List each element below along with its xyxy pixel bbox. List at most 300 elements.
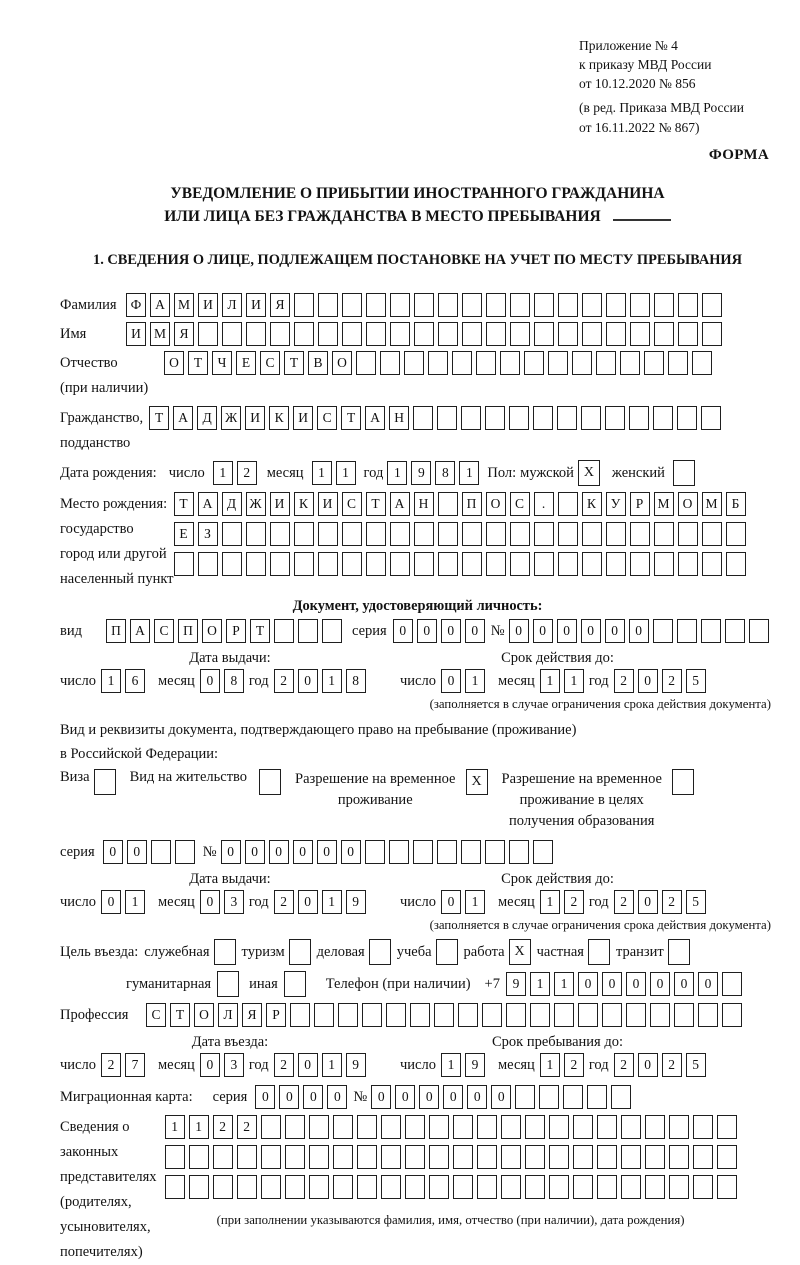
char-cell[interactable]: С bbox=[154, 619, 174, 643]
char-cell[interactable]: 1 bbox=[322, 669, 342, 693]
char-cell[interactable] bbox=[357, 1145, 377, 1169]
char-cell[interactable] bbox=[645, 1115, 665, 1139]
char-cell[interactable] bbox=[726, 522, 746, 546]
char-cell[interactable]: Е bbox=[174, 522, 194, 546]
char-cell[interactable] bbox=[314, 1003, 334, 1027]
char-cell[interactable]: Ф bbox=[126, 293, 146, 317]
char-cell[interactable]: 1 bbox=[540, 669, 560, 693]
char-cell[interactable] bbox=[606, 522, 626, 546]
char-cell[interactable] bbox=[413, 406, 433, 430]
char-cell[interactable] bbox=[702, 293, 722, 317]
char-cell[interactable]: 0 bbox=[441, 890, 461, 914]
char-cell[interactable]: 8 bbox=[435, 461, 455, 485]
char-cell[interactable]: 0 bbox=[605, 619, 625, 643]
temp-residence-checkbox[interactable]: X bbox=[466, 769, 488, 795]
char-cell[interactable] bbox=[270, 322, 290, 346]
char-cell[interactable] bbox=[246, 552, 266, 576]
char-cell[interactable]: В bbox=[308, 351, 328, 375]
char-cell[interactable]: 0 bbox=[200, 669, 220, 693]
char-cell[interactable] bbox=[677, 619, 697, 643]
char-cell[interactable]: Т bbox=[149, 406, 169, 430]
char-cell[interactable] bbox=[453, 1115, 473, 1139]
char-cell[interactable] bbox=[717, 1145, 737, 1169]
char-cell[interactable]: 0 bbox=[341, 840, 361, 864]
char-cell[interactable] bbox=[645, 1145, 665, 1169]
char-cell[interactable] bbox=[573, 1175, 593, 1199]
char-cell[interactable] bbox=[582, 293, 602, 317]
char-cell[interactable]: С bbox=[260, 351, 280, 375]
char-cell[interactable] bbox=[322, 619, 342, 643]
char-cell[interactable] bbox=[597, 1115, 617, 1139]
char-cell[interactable] bbox=[486, 552, 506, 576]
char-cell[interactable]: 1 bbox=[465, 890, 485, 914]
char-cell[interactable] bbox=[365, 840, 385, 864]
char-cell[interactable] bbox=[477, 1145, 497, 1169]
char-cell[interactable] bbox=[654, 522, 674, 546]
purpose-work-checkbox[interactable]: X bbox=[509, 939, 531, 965]
char-cell[interactable] bbox=[294, 293, 314, 317]
char-cell[interactable] bbox=[429, 1175, 449, 1199]
char-cell[interactable]: 0 bbox=[557, 619, 577, 643]
char-cell[interactable] bbox=[485, 406, 505, 430]
char-cell[interactable] bbox=[246, 322, 266, 346]
char-cell[interactable] bbox=[462, 322, 482, 346]
char-cell[interactable] bbox=[645, 1175, 665, 1199]
char-cell[interactable] bbox=[414, 293, 434, 317]
char-cell[interactable] bbox=[525, 1145, 545, 1169]
char-cell[interactable]: Р bbox=[266, 1003, 286, 1027]
char-cell[interactable]: 0 bbox=[441, 669, 461, 693]
char-cell[interactable] bbox=[678, 293, 698, 317]
char-cell[interactable]: 1 bbox=[459, 461, 479, 485]
char-cell[interactable] bbox=[362, 1003, 382, 1027]
char-cell[interactable]: 2 bbox=[237, 1115, 257, 1139]
char-cell[interactable]: К bbox=[269, 406, 289, 430]
char-cell[interactable] bbox=[380, 351, 400, 375]
char-cell[interactable] bbox=[653, 619, 673, 643]
char-cell[interactable] bbox=[366, 322, 386, 346]
char-cell[interactable] bbox=[290, 1003, 310, 1027]
char-cell[interactable]: 2 bbox=[274, 669, 294, 693]
char-cell[interactable] bbox=[606, 322, 626, 346]
char-cell[interactable]: О bbox=[332, 351, 352, 375]
char-cell[interactable] bbox=[381, 1175, 401, 1199]
char-cell[interactable] bbox=[222, 552, 242, 576]
char-cell[interactable] bbox=[620, 351, 640, 375]
char-cell[interactable] bbox=[674, 1003, 694, 1027]
char-cell[interactable] bbox=[668, 351, 688, 375]
char-cell[interactable] bbox=[669, 1115, 689, 1139]
char-cell[interactable] bbox=[405, 1175, 425, 1199]
char-cell[interactable] bbox=[482, 1003, 502, 1027]
char-cell[interactable]: 1 bbox=[540, 890, 560, 914]
char-cell[interactable] bbox=[650, 1003, 670, 1027]
char-cell[interactable] bbox=[515, 1085, 535, 1109]
char-cell[interactable]: 1 bbox=[125, 890, 145, 914]
char-cell[interactable] bbox=[572, 351, 592, 375]
char-cell[interactable] bbox=[318, 293, 338, 317]
char-cell[interactable]: Т bbox=[174, 492, 194, 516]
char-cell[interactable]: 1 bbox=[465, 669, 485, 693]
char-cell[interactable] bbox=[485, 840, 505, 864]
char-cell[interactable] bbox=[722, 1003, 742, 1027]
char-cell[interactable] bbox=[557, 406, 577, 430]
char-cell[interactable]: 0 bbox=[638, 669, 658, 693]
char-cell[interactable] bbox=[414, 552, 434, 576]
char-cell[interactable]: Ж bbox=[246, 492, 266, 516]
char-cell[interactable] bbox=[486, 322, 506, 346]
char-cell[interactable]: 1 bbox=[554, 972, 574, 996]
char-cell[interactable]: О bbox=[678, 492, 698, 516]
purpose-humanitarian-checkbox[interactable] bbox=[217, 971, 239, 997]
char-cell[interactable]: 0 bbox=[279, 1085, 299, 1109]
char-cell[interactable]: К bbox=[294, 492, 314, 516]
char-cell[interactable]: 3 bbox=[224, 890, 244, 914]
char-cell[interactable]: Я bbox=[174, 322, 194, 346]
char-cell[interactable] bbox=[437, 840, 457, 864]
char-cell[interactable] bbox=[525, 1175, 545, 1199]
char-cell[interactable]: 0 bbox=[101, 890, 121, 914]
char-cell[interactable] bbox=[438, 492, 458, 516]
char-cell[interactable]: М bbox=[702, 492, 722, 516]
char-cell[interactable] bbox=[222, 522, 242, 546]
visa-checkbox[interactable] bbox=[94, 769, 116, 795]
char-cell[interactable] bbox=[510, 522, 530, 546]
char-cell[interactable] bbox=[390, 552, 410, 576]
char-cell[interactable] bbox=[477, 1175, 497, 1199]
char-cell[interactable]: П bbox=[178, 619, 198, 643]
char-cell[interactable]: С bbox=[510, 492, 530, 516]
char-cell[interactable] bbox=[549, 1145, 569, 1169]
char-cell[interactable] bbox=[318, 552, 338, 576]
char-cell[interactable] bbox=[309, 1175, 329, 1199]
char-cell[interactable] bbox=[510, 322, 530, 346]
gender-male-checkbox[interactable]: X bbox=[578, 460, 600, 486]
char-cell[interactable] bbox=[342, 322, 362, 346]
char-cell[interactable]: С bbox=[317, 406, 337, 430]
char-cell[interactable] bbox=[165, 1175, 185, 1199]
char-cell[interactable] bbox=[533, 406, 553, 430]
char-cell[interactable]: 0 bbox=[395, 1085, 415, 1109]
char-cell[interactable]: Т bbox=[341, 406, 361, 430]
char-cell[interactable] bbox=[578, 1003, 598, 1027]
char-cell[interactable]: 0 bbox=[303, 1085, 323, 1109]
char-cell[interactable] bbox=[404, 351, 424, 375]
char-cell[interactable] bbox=[462, 552, 482, 576]
char-cell[interactable]: 0 bbox=[298, 890, 318, 914]
char-cell[interactable] bbox=[453, 1175, 473, 1199]
char-cell[interactable]: 0 bbox=[327, 1085, 347, 1109]
char-cell[interactable] bbox=[717, 1115, 737, 1139]
char-cell[interactable] bbox=[342, 293, 362, 317]
char-cell[interactable] bbox=[285, 1145, 305, 1169]
char-cell[interactable] bbox=[698, 1003, 718, 1027]
char-cell[interactable] bbox=[261, 1115, 281, 1139]
char-cell[interactable]: 2 bbox=[564, 890, 584, 914]
char-cell[interactable] bbox=[701, 619, 721, 643]
char-cell[interactable]: 5 bbox=[686, 1053, 706, 1077]
char-cell[interactable] bbox=[366, 552, 386, 576]
char-cell[interactable] bbox=[294, 552, 314, 576]
char-cell[interactable] bbox=[274, 619, 294, 643]
char-cell[interactable]: 1 bbox=[530, 972, 550, 996]
char-cell[interactable]: И bbox=[318, 492, 338, 516]
char-cell[interactable] bbox=[414, 322, 434, 346]
char-cell[interactable] bbox=[366, 293, 386, 317]
char-cell[interactable] bbox=[605, 406, 625, 430]
char-cell[interactable] bbox=[524, 351, 544, 375]
char-cell[interactable] bbox=[549, 1175, 569, 1199]
char-cell[interactable]: 2 bbox=[662, 890, 682, 914]
char-cell[interactable] bbox=[654, 552, 674, 576]
char-cell[interactable]: И bbox=[246, 293, 266, 317]
char-cell[interactable]: Т bbox=[284, 351, 304, 375]
char-cell[interactable]: Л bbox=[218, 1003, 238, 1027]
char-cell[interactable]: 0 bbox=[393, 619, 413, 643]
char-cell[interactable] bbox=[151, 840, 171, 864]
char-cell[interactable] bbox=[270, 522, 290, 546]
char-cell[interactable] bbox=[405, 1145, 425, 1169]
char-cell[interactable] bbox=[611, 1085, 631, 1109]
char-cell[interactable]: Н bbox=[389, 406, 409, 430]
char-cell[interactable] bbox=[558, 492, 578, 516]
char-cell[interactable]: 2 bbox=[274, 890, 294, 914]
char-cell[interactable] bbox=[717, 1175, 737, 1199]
char-cell[interactable] bbox=[621, 1175, 641, 1199]
char-cell[interactable] bbox=[510, 552, 530, 576]
char-cell[interactable]: И bbox=[126, 322, 146, 346]
char-cell[interactable] bbox=[333, 1175, 353, 1199]
char-cell[interactable] bbox=[621, 1145, 641, 1169]
char-cell[interactable]: 0 bbox=[467, 1085, 487, 1109]
char-cell[interactable]: 2 bbox=[614, 890, 634, 914]
char-cell[interactable] bbox=[437, 406, 457, 430]
char-cell[interactable] bbox=[587, 1085, 607, 1109]
char-cell[interactable]: М bbox=[174, 293, 194, 317]
char-cell[interactable]: 0 bbox=[419, 1085, 439, 1109]
char-cell[interactable]: 0 bbox=[626, 972, 646, 996]
char-cell[interactable] bbox=[438, 552, 458, 576]
char-cell[interactable]: Д bbox=[222, 492, 242, 516]
char-cell[interactable] bbox=[434, 1003, 454, 1027]
char-cell[interactable] bbox=[548, 351, 568, 375]
char-cell[interactable]: Н bbox=[414, 492, 434, 516]
char-cell[interactable] bbox=[165, 1145, 185, 1169]
char-cell[interactable] bbox=[534, 522, 554, 546]
char-cell[interactable]: 2 bbox=[614, 669, 634, 693]
char-cell[interactable]: 0 bbox=[533, 619, 553, 643]
char-cell[interactable]: 0 bbox=[417, 619, 437, 643]
char-cell[interactable] bbox=[654, 293, 674, 317]
char-cell[interactable] bbox=[261, 1175, 281, 1199]
char-cell[interactable]: 9 bbox=[346, 1053, 366, 1077]
char-cell[interactable]: 1 bbox=[387, 461, 407, 485]
char-cell[interactable] bbox=[626, 1003, 646, 1027]
char-cell[interactable] bbox=[549, 1115, 569, 1139]
char-cell[interactable]: 0 bbox=[629, 619, 649, 643]
char-cell[interactable] bbox=[677, 406, 697, 430]
char-cell[interactable]: Я bbox=[242, 1003, 262, 1027]
char-cell[interactable]: 6 bbox=[125, 669, 145, 693]
char-cell[interactable] bbox=[338, 1003, 358, 1027]
char-cell[interactable] bbox=[405, 1115, 425, 1139]
char-cell[interactable] bbox=[237, 1175, 257, 1199]
char-cell[interactable] bbox=[438, 522, 458, 546]
char-cell[interactable] bbox=[582, 552, 602, 576]
char-cell[interactable]: 0 bbox=[698, 972, 718, 996]
char-cell[interactable] bbox=[198, 322, 218, 346]
char-cell[interactable]: 1 bbox=[165, 1115, 185, 1139]
char-cell[interactable] bbox=[558, 522, 578, 546]
char-cell[interactable]: 1 bbox=[213, 461, 233, 485]
char-cell[interactable]: 2 bbox=[274, 1053, 294, 1077]
char-cell[interactable]: Т bbox=[366, 492, 386, 516]
char-cell[interactable]: 0 bbox=[298, 1053, 318, 1077]
char-cell[interactable] bbox=[554, 1003, 574, 1027]
char-cell[interactable] bbox=[453, 1145, 473, 1169]
char-cell[interactable]: А bbox=[130, 619, 150, 643]
char-cell[interactable]: Д bbox=[197, 406, 217, 430]
char-cell[interactable] bbox=[366, 522, 386, 546]
char-cell[interactable] bbox=[477, 1115, 497, 1139]
char-cell[interactable] bbox=[582, 322, 602, 346]
char-cell[interactable] bbox=[630, 293, 650, 317]
char-cell[interactable] bbox=[486, 293, 506, 317]
char-cell[interactable] bbox=[381, 1145, 401, 1169]
char-cell[interactable]: 1 bbox=[322, 890, 342, 914]
char-cell[interactable]: 0 bbox=[674, 972, 694, 996]
char-cell[interactable] bbox=[509, 840, 529, 864]
char-cell[interactable] bbox=[701, 406, 721, 430]
char-cell[interactable]: 9 bbox=[346, 890, 366, 914]
char-cell[interactable] bbox=[189, 1145, 209, 1169]
char-cell[interactable] bbox=[678, 522, 698, 546]
char-cell[interactable] bbox=[429, 1145, 449, 1169]
char-cell[interactable]: 0 bbox=[200, 1053, 220, 1077]
char-cell[interactable] bbox=[510, 293, 530, 317]
char-cell[interactable] bbox=[678, 322, 698, 346]
char-cell[interactable] bbox=[573, 1145, 593, 1169]
char-cell[interactable] bbox=[294, 322, 314, 346]
char-cell[interactable]: Л bbox=[222, 293, 242, 317]
char-cell[interactable] bbox=[558, 322, 578, 346]
char-cell[interactable]: И bbox=[245, 406, 265, 430]
char-cell[interactable]: З bbox=[198, 522, 218, 546]
char-cell[interactable] bbox=[702, 322, 722, 346]
char-cell[interactable]: 2 bbox=[101, 1053, 121, 1077]
gender-female-checkbox[interactable] bbox=[673, 460, 695, 486]
char-cell[interactable]: 0 bbox=[443, 1085, 463, 1109]
char-cell[interactable] bbox=[501, 1175, 521, 1199]
char-cell[interactable] bbox=[558, 552, 578, 576]
char-cell[interactable] bbox=[461, 840, 481, 864]
char-cell[interactable]: А bbox=[365, 406, 385, 430]
char-cell[interactable] bbox=[390, 322, 410, 346]
char-cell[interactable] bbox=[381, 1115, 401, 1139]
char-cell[interactable]: 9 bbox=[411, 461, 431, 485]
char-cell[interactable] bbox=[654, 322, 674, 346]
char-cell[interactable] bbox=[414, 522, 434, 546]
char-cell[interactable] bbox=[318, 322, 338, 346]
char-cell[interactable] bbox=[261, 1145, 281, 1169]
char-cell[interactable]: 0 bbox=[578, 972, 598, 996]
purpose-other-checkbox[interactable] bbox=[284, 971, 306, 997]
char-cell[interactable] bbox=[462, 293, 482, 317]
char-cell[interactable] bbox=[693, 1175, 713, 1199]
char-cell[interactable] bbox=[461, 406, 481, 430]
char-cell[interactable] bbox=[534, 322, 554, 346]
char-cell[interactable] bbox=[501, 1145, 521, 1169]
char-cell[interactable]: А bbox=[150, 293, 170, 317]
char-cell[interactable] bbox=[749, 619, 769, 643]
char-cell[interactable]: П bbox=[106, 619, 126, 643]
char-cell[interactable]: 2 bbox=[614, 1053, 634, 1077]
char-cell[interactable]: 1 bbox=[101, 669, 121, 693]
char-cell[interactable]: 8 bbox=[224, 669, 244, 693]
purpose-official-checkbox[interactable] bbox=[214, 939, 236, 965]
char-cell[interactable] bbox=[597, 1175, 617, 1199]
char-cell[interactable]: А bbox=[173, 406, 193, 430]
char-cell[interactable]: 0 bbox=[255, 1085, 275, 1109]
char-cell[interactable] bbox=[458, 1003, 478, 1027]
char-cell[interactable]: П bbox=[462, 492, 482, 516]
char-cell[interactable] bbox=[438, 293, 458, 317]
char-cell[interactable]: И bbox=[293, 406, 313, 430]
char-cell[interactable]: 1 bbox=[336, 461, 356, 485]
char-cell[interactable] bbox=[356, 351, 376, 375]
char-cell[interactable] bbox=[462, 522, 482, 546]
char-cell[interactable] bbox=[558, 293, 578, 317]
char-cell[interactable]: О bbox=[486, 492, 506, 516]
char-cell[interactable] bbox=[530, 1003, 550, 1027]
char-cell[interactable] bbox=[644, 351, 664, 375]
char-cell[interactable] bbox=[174, 552, 194, 576]
char-cell[interactable] bbox=[534, 293, 554, 317]
char-cell[interactable]: 9 bbox=[465, 1053, 485, 1077]
char-cell[interactable] bbox=[285, 1175, 305, 1199]
char-cell[interactable] bbox=[270, 552, 290, 576]
char-cell[interactable]: 7 bbox=[125, 1053, 145, 1077]
char-cell[interactable]: 0 bbox=[293, 840, 313, 864]
char-cell[interactable]: 0 bbox=[650, 972, 670, 996]
char-cell[interactable] bbox=[413, 840, 433, 864]
char-cell[interactable] bbox=[693, 1115, 713, 1139]
char-cell[interactable] bbox=[342, 552, 362, 576]
char-cell[interactable] bbox=[596, 351, 616, 375]
char-cell[interactable] bbox=[621, 1115, 641, 1139]
char-cell[interactable] bbox=[213, 1175, 233, 1199]
char-cell[interactable]: 1 bbox=[189, 1115, 209, 1139]
char-cell[interactable] bbox=[678, 552, 698, 576]
char-cell[interactable]: 8 bbox=[346, 669, 366, 693]
char-cell[interactable] bbox=[500, 351, 520, 375]
char-cell[interactable]: 2 bbox=[213, 1115, 233, 1139]
char-cell[interactable] bbox=[342, 522, 362, 546]
char-cell[interactable] bbox=[525, 1115, 545, 1139]
char-cell[interactable]: Ж bbox=[221, 406, 241, 430]
char-cell[interactable]: И bbox=[198, 293, 218, 317]
char-cell[interactable] bbox=[389, 840, 409, 864]
char-cell[interactable]: М bbox=[654, 492, 674, 516]
char-cell[interactable] bbox=[189, 1175, 209, 1199]
char-cell[interactable]: 9 bbox=[506, 972, 526, 996]
char-cell[interactable]: 0 bbox=[245, 840, 265, 864]
char-cell[interactable]: 5 bbox=[686, 890, 706, 914]
char-cell[interactable] bbox=[573, 1115, 593, 1139]
char-cell[interactable] bbox=[702, 522, 722, 546]
char-cell[interactable]: 0 bbox=[638, 890, 658, 914]
char-cell[interactable]: 0 bbox=[269, 840, 289, 864]
